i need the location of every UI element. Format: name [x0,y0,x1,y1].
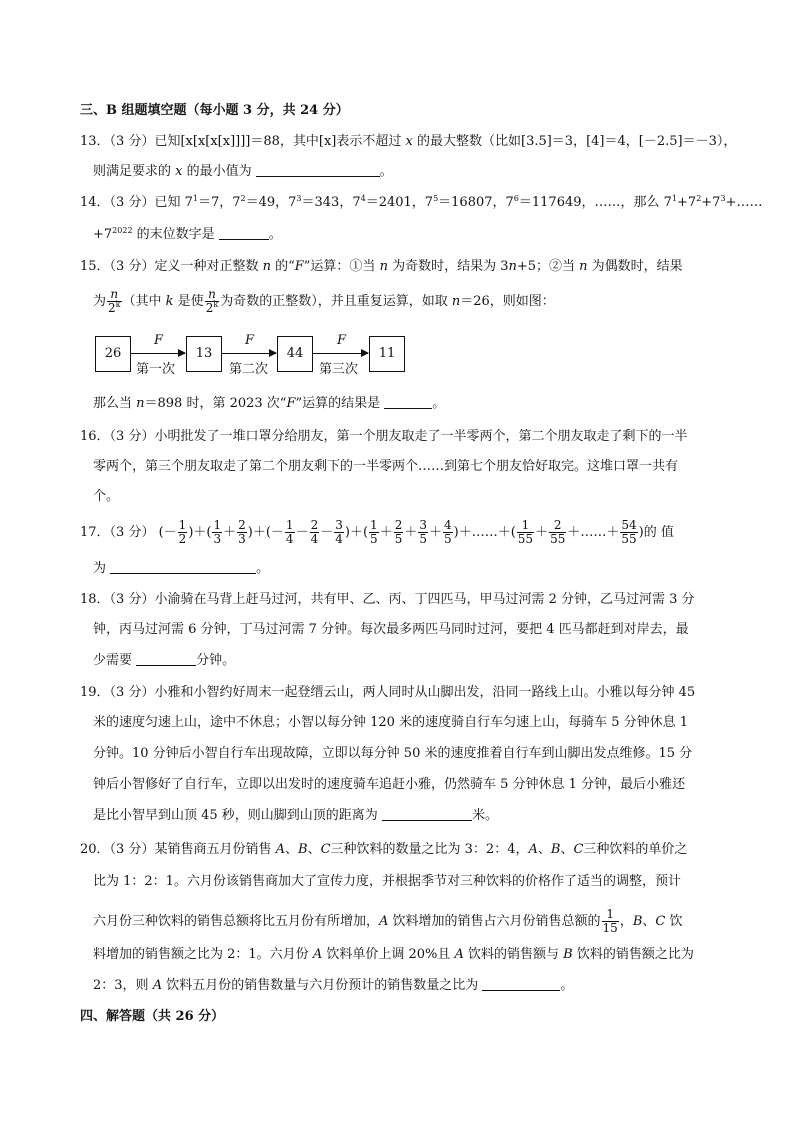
q15-line-1: 15．（3 分）定义一种对正整数 n 的“F”运算：①当 n 为奇数时，结果为 3n+5；②当 n 为偶数时，结果 [80,259,683,274]
flow-step-2: 第二次 [229,362,269,377]
q14-line-1 [80,194,762,212]
q20-line-1: 20．（3 分）某销售商五月份销售 A、B、C三种饮料的数量之比为 3：2：4，A、B、C三种饮料的单价之 [80,842,688,857]
q18-line-3: 少需要 分钟。 [93,653,236,668]
q17-line-2: 为 。 [93,561,270,576]
flow-box-2: 13 [186,336,222,372]
q20-answer-blank[interactable] [482,978,560,991]
flow-step-1: 第一次 [136,362,176,377]
q15-line-2: 为 $\frac{n}{2^k}$ （其中 k 是使 $\frac{n}{2^k}$ 为奇数的正整数），并且重复运算，如取 n＝26，则如图： [93,287,555,315]
q17-number: 17．（3 分） [80,525,155,540]
q19-line-2: 米的速度匀速上山，途中不休息；小智以每分钟 120 米的速度骑自行车匀速上山，每骑车 5 分钟休息 1 [93,715,689,730]
flow-arrow-3 [313,353,368,354]
q20-number: 20．（3 分） [80,842,155,857]
q17-line-1: 17．（3 分） (－ $\frac{1}{2}$ )＋( $\frac{1}{3}$ ＋ $\frac{2}{3}$ )＋(－ $\frac{1}{4}$ － $\frac{2}{4}$ － $\frac{3}{4}$ )＋( $\frac{1}{5}$ ＋ $\frac{2}{5}$ ＋ $\frac{3}{5}$ ＋ $\frac{4}{5}$ )＋……＋( $\frac{1}{55}$ ＋ $\frac{2}{55}$ ＋……＋ $\frac{54}{55}$ )的 值 [80,518,674,546]
q16-number: 16．（3 分） [80,429,155,444]
q20-line-4: 料增加的销售额之比为 2：1。六月份 A 饮料单价上调 20%且 A 饮料的销售额与 B 饮料的销售额之比为 [93,947,694,962]
q18-line-1: 18．（3 分）小渝骑在马背上赶马过河，共有甲、乙、丙、丁四匹马，甲马过河需 2 分钟，乙马过河需 3 分 [80,592,695,607]
flow-arrow-label-3: F [337,333,347,348]
q14-answer-blank[interactable] [219,227,269,240]
q13-line-2: 则满足要求的 x 的最小值为 。 [93,164,393,179]
q18-answer-blank[interactable] [136,653,196,666]
q18-line-2: 钟，丙马过河需 6 分钟，丁马过河需 7 分钟。每次最多两匹马同时过河，要把 4 匹马都赶到对岸去，最 [93,622,689,637]
flow-arrow-label-2: F [245,333,255,348]
flow-box-1: 26 [95,336,131,372]
flow-arrow-label-1: F [154,333,164,348]
flow-step-3: 第三次 [319,362,359,377]
q13-line-1: 13．（3 分）已知[x[x[x[x]]]]＝88，其中[x]表示不超过 x 的最大整数（比如[3.5]＝3，[4]＝4，[－2.5]＝－3）， [80,134,737,149]
q15-line-3: 那么当 n＝898 时，第 2023 次“F”运算的结果是 。 [93,396,446,411]
q19-number: 19．（3 分） [80,685,155,700]
flow-box-4: 11 [369,336,405,372]
q16-line-2: 零两个，第三个朋友取走了第二个朋友剩下的一半零两个……到第七个朋友恰好取完。这堆口罩一共有 [93,459,679,474]
q15-fraction-b: $\frac{n}{2^k}$ [205,287,219,315]
q18-number: 18．（3 分） [80,592,155,607]
q19-line-5: 是比小智早到山顶 45 秒，则山脚到山顶的距离为 米。 [93,808,498,823]
q17-answer-blank[interactable] [110,561,256,574]
q14-powers-text: 已知 $7^1=7$，$7^2=49$，$7^3=343$，$7^4=2401$，$7^5=16807$，$7^6=117649$，……，那么 $7^1+7^2+7^3+\dots\dots$ [154,194,763,210]
q14-number: 14．（3 分） [80,195,155,210]
q19-line-4: 钟后小智修好了自行车，立即以出发时的速度骑车追赶小雅，仍然骑车 5 分钟休息 1 分钟，最后小雅还 [93,777,686,792]
flow-arrow-2 [222,353,276,354]
q15-number: 15．（3 分） [80,259,155,274]
q19-line-1: 19．（3 分）小雅和小智约好周末一起登缙云山，两人同时从山脚出发，沿同一路线上山。小雅以每分钟 45 [80,685,696,700]
q15-answer-blank[interactable] [384,396,432,409]
q16-line-3: 个。 [93,489,120,504]
q19-answer-blank[interactable] [382,808,472,821]
q13-number: 13．（3 分） [80,134,155,149]
q16-line-1: 16．（3 分）小明批发了一堆口罩分给朋友，第一个朋友取走了一半零两个，第二个朋友取走了剩下的一半 [80,429,688,444]
section-3-heading: 三、B 组题填空题（每小题 3 分，共 24 分） [80,103,349,118]
q13-answer-blank[interactable] [256,164,380,177]
q20-line-2: 比为 1：2：1。六月份该销售商加大了宣传力度，并根据季节对三种饮料的价格作了适当的调整，预计 [93,874,681,889]
q19-line-3: 分钟。10 分钟后小智自行车出现故障，立即以每分钟 50 米的速度推着自行车到山脚出发点维修。15 分 [93,746,693,761]
q14-line-2: $+7^{2022}$ 的末位数字是 。 [93,226,282,242]
flow-arrow-1 [131,353,185,354]
q15-fraction-a: $\frac{n}{2^k}$ [108,287,121,315]
section-4-heading: 四、解答题（共 26 分） [80,1009,225,1024]
q20-line-3: 六月份三种饮料的销售总额将比五月份有所增加，A 饮料增加的销售占六月份销售总额的 $\frac{1}{15}$ ，B、C 饮 [93,907,683,935]
q20-line-5: 2：3，则 A 饮料五月份的销售数量与六月份预计的销售数量之比为 。 [93,978,574,993]
flow-box-3: 44 [277,336,313,372]
q20-fraction: $\frac{1}{15}$ [602,907,618,935]
